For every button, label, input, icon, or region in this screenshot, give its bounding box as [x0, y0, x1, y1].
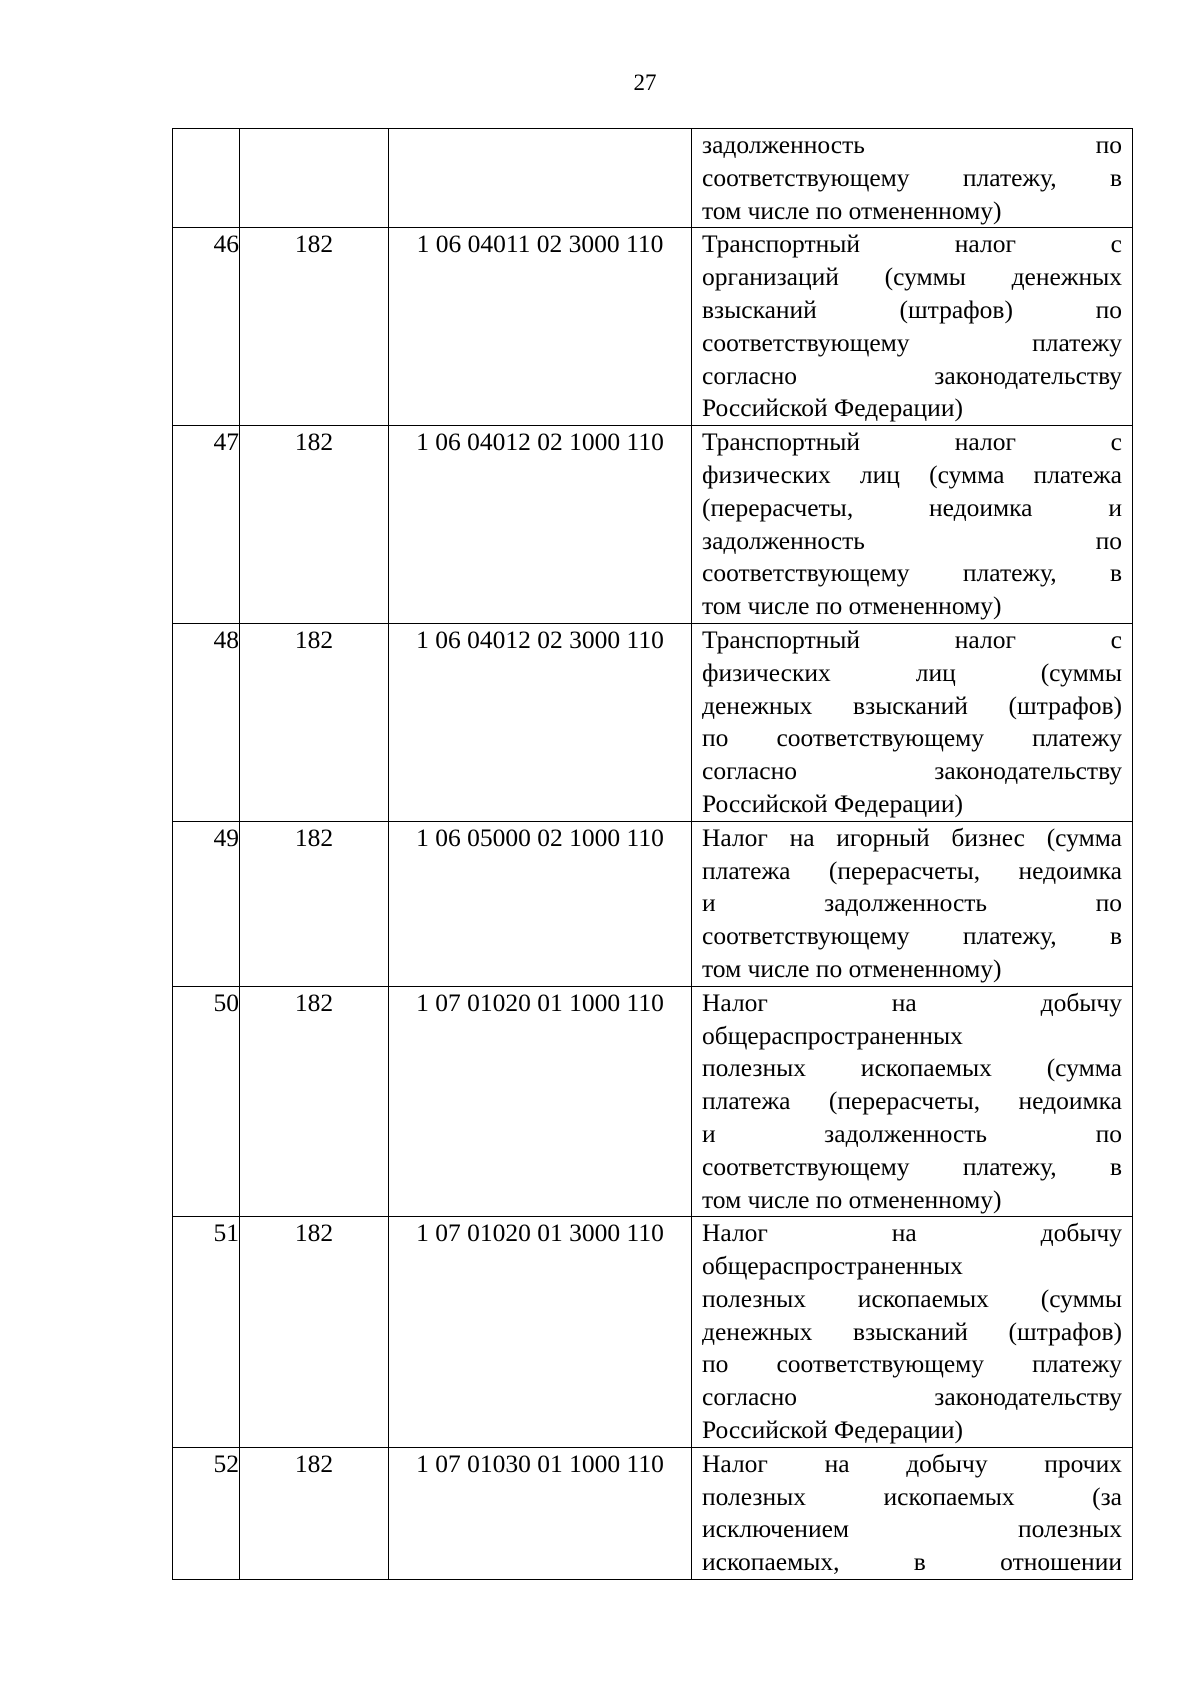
page-number: 27	[633, 70, 657, 95]
row-number-cell: 51	[173, 1217, 240, 1448]
admin-code-cell: 182	[240, 821, 389, 986]
table-row	[173, 821, 1133, 986]
description-line: по соответствующему платежу	[702, 723, 1122, 753]
description-cell	[692, 1217, 1133, 1448]
description-line: согласно законодательству	[702, 1382, 1122, 1412]
table-row	[173, 426, 1133, 624]
description-line: физических лиц (сумма платежа	[702, 459, 1122, 489]
admin-code-cell: 182	[240, 986, 389, 1217]
description-cell	[692, 426, 1133, 624]
admin-code-cell: 182	[240, 228, 389, 426]
description-line: общераспространенных	[702, 1020, 963, 1050]
description-line: Налог на добычу	[702, 1218, 1122, 1248]
description-line: платежа (перерасчеты, недоимка	[702, 1086, 1122, 1116]
description-line: Российской Федерации)	[702, 393, 963, 423]
description-cell	[692, 1447, 1133, 1579]
budget-classification-code-cell	[389, 129, 692, 228]
description-line: том числе по отмененному)	[702, 1184, 1002, 1214]
admin-code-cell: 182	[240, 623, 389, 821]
table-row	[173, 228, 1133, 426]
description-line: том числе по отмененному)	[702, 195, 1002, 225]
description-line: задолженность по	[702, 525, 1122, 555]
description-line: Российской Федерации)	[702, 1415, 963, 1445]
budget-classification-code-cell: 1 07 01020 01 1000 110	[389, 986, 692, 1217]
description-line: согласно законодательству	[702, 360, 1122, 390]
description-line: по соответствующему платежу	[702, 1349, 1122, 1379]
row-number-cell: 49	[173, 821, 240, 986]
description-line: ископаемых, в отношении	[702, 1547, 1122, 1577]
budget-classification-code-cell: 1 06 04011 02 3000 110	[389, 228, 692, 426]
budget-classification-code-cell: 1 06 05000 02 1000 110	[389, 821, 692, 986]
table-row	[173, 1217, 1133, 1448]
description-line: Налог на игорный бизнес (сумма	[702, 822, 1122, 852]
table-row	[173, 986, 1133, 1217]
description-line: и задолженность по	[702, 1118, 1122, 1148]
row-number-cell: 52	[173, 1447, 240, 1579]
description-line: полезных ископаемых (сумма	[702, 1053, 1122, 1083]
description-line: полезных ископаемых (суммы	[702, 1283, 1122, 1313]
description-line: и задолженность по	[702, 888, 1122, 918]
description-cell	[692, 623, 1133, 821]
table-row	[173, 623, 1133, 821]
description-line: (перерасчеты, недоимка и	[702, 492, 1122, 522]
description-line: соответствующему платежу, в	[702, 162, 1122, 192]
description-line: соответствующему платежу, в	[702, 921, 1122, 951]
row-number-cell: 48	[173, 623, 240, 821]
description-cell	[692, 986, 1133, 1217]
description-line: Налог на добычу	[702, 987, 1122, 1017]
row-number-cell: 50	[173, 986, 240, 1217]
budget-classification-code-cell: 1 06 04012 02 1000 110	[389, 426, 692, 624]
description-line: общераспространенных	[702, 1251, 963, 1281]
row-number-cell: 47	[173, 426, 240, 624]
admin-code-cell: 182	[240, 426, 389, 624]
description-line: Транспортный налог с	[702, 624, 1122, 654]
description-line: соответствующему платежу, в	[702, 558, 1122, 588]
description-line: Налог на добычу прочих	[702, 1448, 1122, 1478]
description-line: платежа (перерасчеты, недоимка	[702, 855, 1122, 885]
description-line: том числе по отмененному)	[702, 591, 1002, 621]
budget-classification-code-cell: 1 07 01030 01 1000 110	[389, 1447, 692, 1579]
description-line: организаций (суммы денежных	[702, 262, 1122, 292]
income-codes-table	[172, 128, 1133, 1580]
description-line: Российской Федерации)	[702, 788, 963, 818]
description-line: денежных взысканий (штрафов)	[702, 1316, 1122, 1346]
table-row	[173, 1447, 1133, 1579]
description-line: полезных ископаемых (за	[702, 1481, 1122, 1511]
row-number-cell: 46	[173, 228, 240, 426]
budget-classification-code-cell: 1 06 04012 02 3000 110	[389, 623, 692, 821]
budget-classification-code-cell: 1 07 01020 01 3000 110	[389, 1217, 692, 1448]
description-line: денежных взысканий (штрафов)	[702, 690, 1122, 720]
table-body	[173, 129, 1133, 1580]
description-line: том числе по отмененному)	[702, 953, 1002, 983]
description-line: физических лиц (суммы	[702, 657, 1122, 687]
description-line: согласно законодательству	[702, 756, 1122, 786]
description-cell	[692, 228, 1133, 426]
description-line: соответствующему платежу	[702, 327, 1122, 357]
description-line: исключением полезных	[702, 1514, 1122, 1544]
description-line: Транспортный налог с	[702, 427, 1122, 457]
description-line: взысканий (штрафов) по	[702, 294, 1122, 324]
row-number-cell	[173, 129, 240, 228]
admin-code-cell: 182	[240, 1217, 389, 1448]
description-cell	[692, 129, 1133, 228]
admin-code-cell	[240, 129, 389, 228]
admin-code-cell: 182	[240, 1447, 389, 1579]
table-row	[173, 129, 1133, 228]
description-cell	[692, 821, 1133, 986]
description-line: соответствующему платежу, в	[702, 1151, 1122, 1181]
description-line: задолженность по	[702, 130, 1122, 159]
description-line: Транспортный налог с	[702, 229, 1122, 259]
